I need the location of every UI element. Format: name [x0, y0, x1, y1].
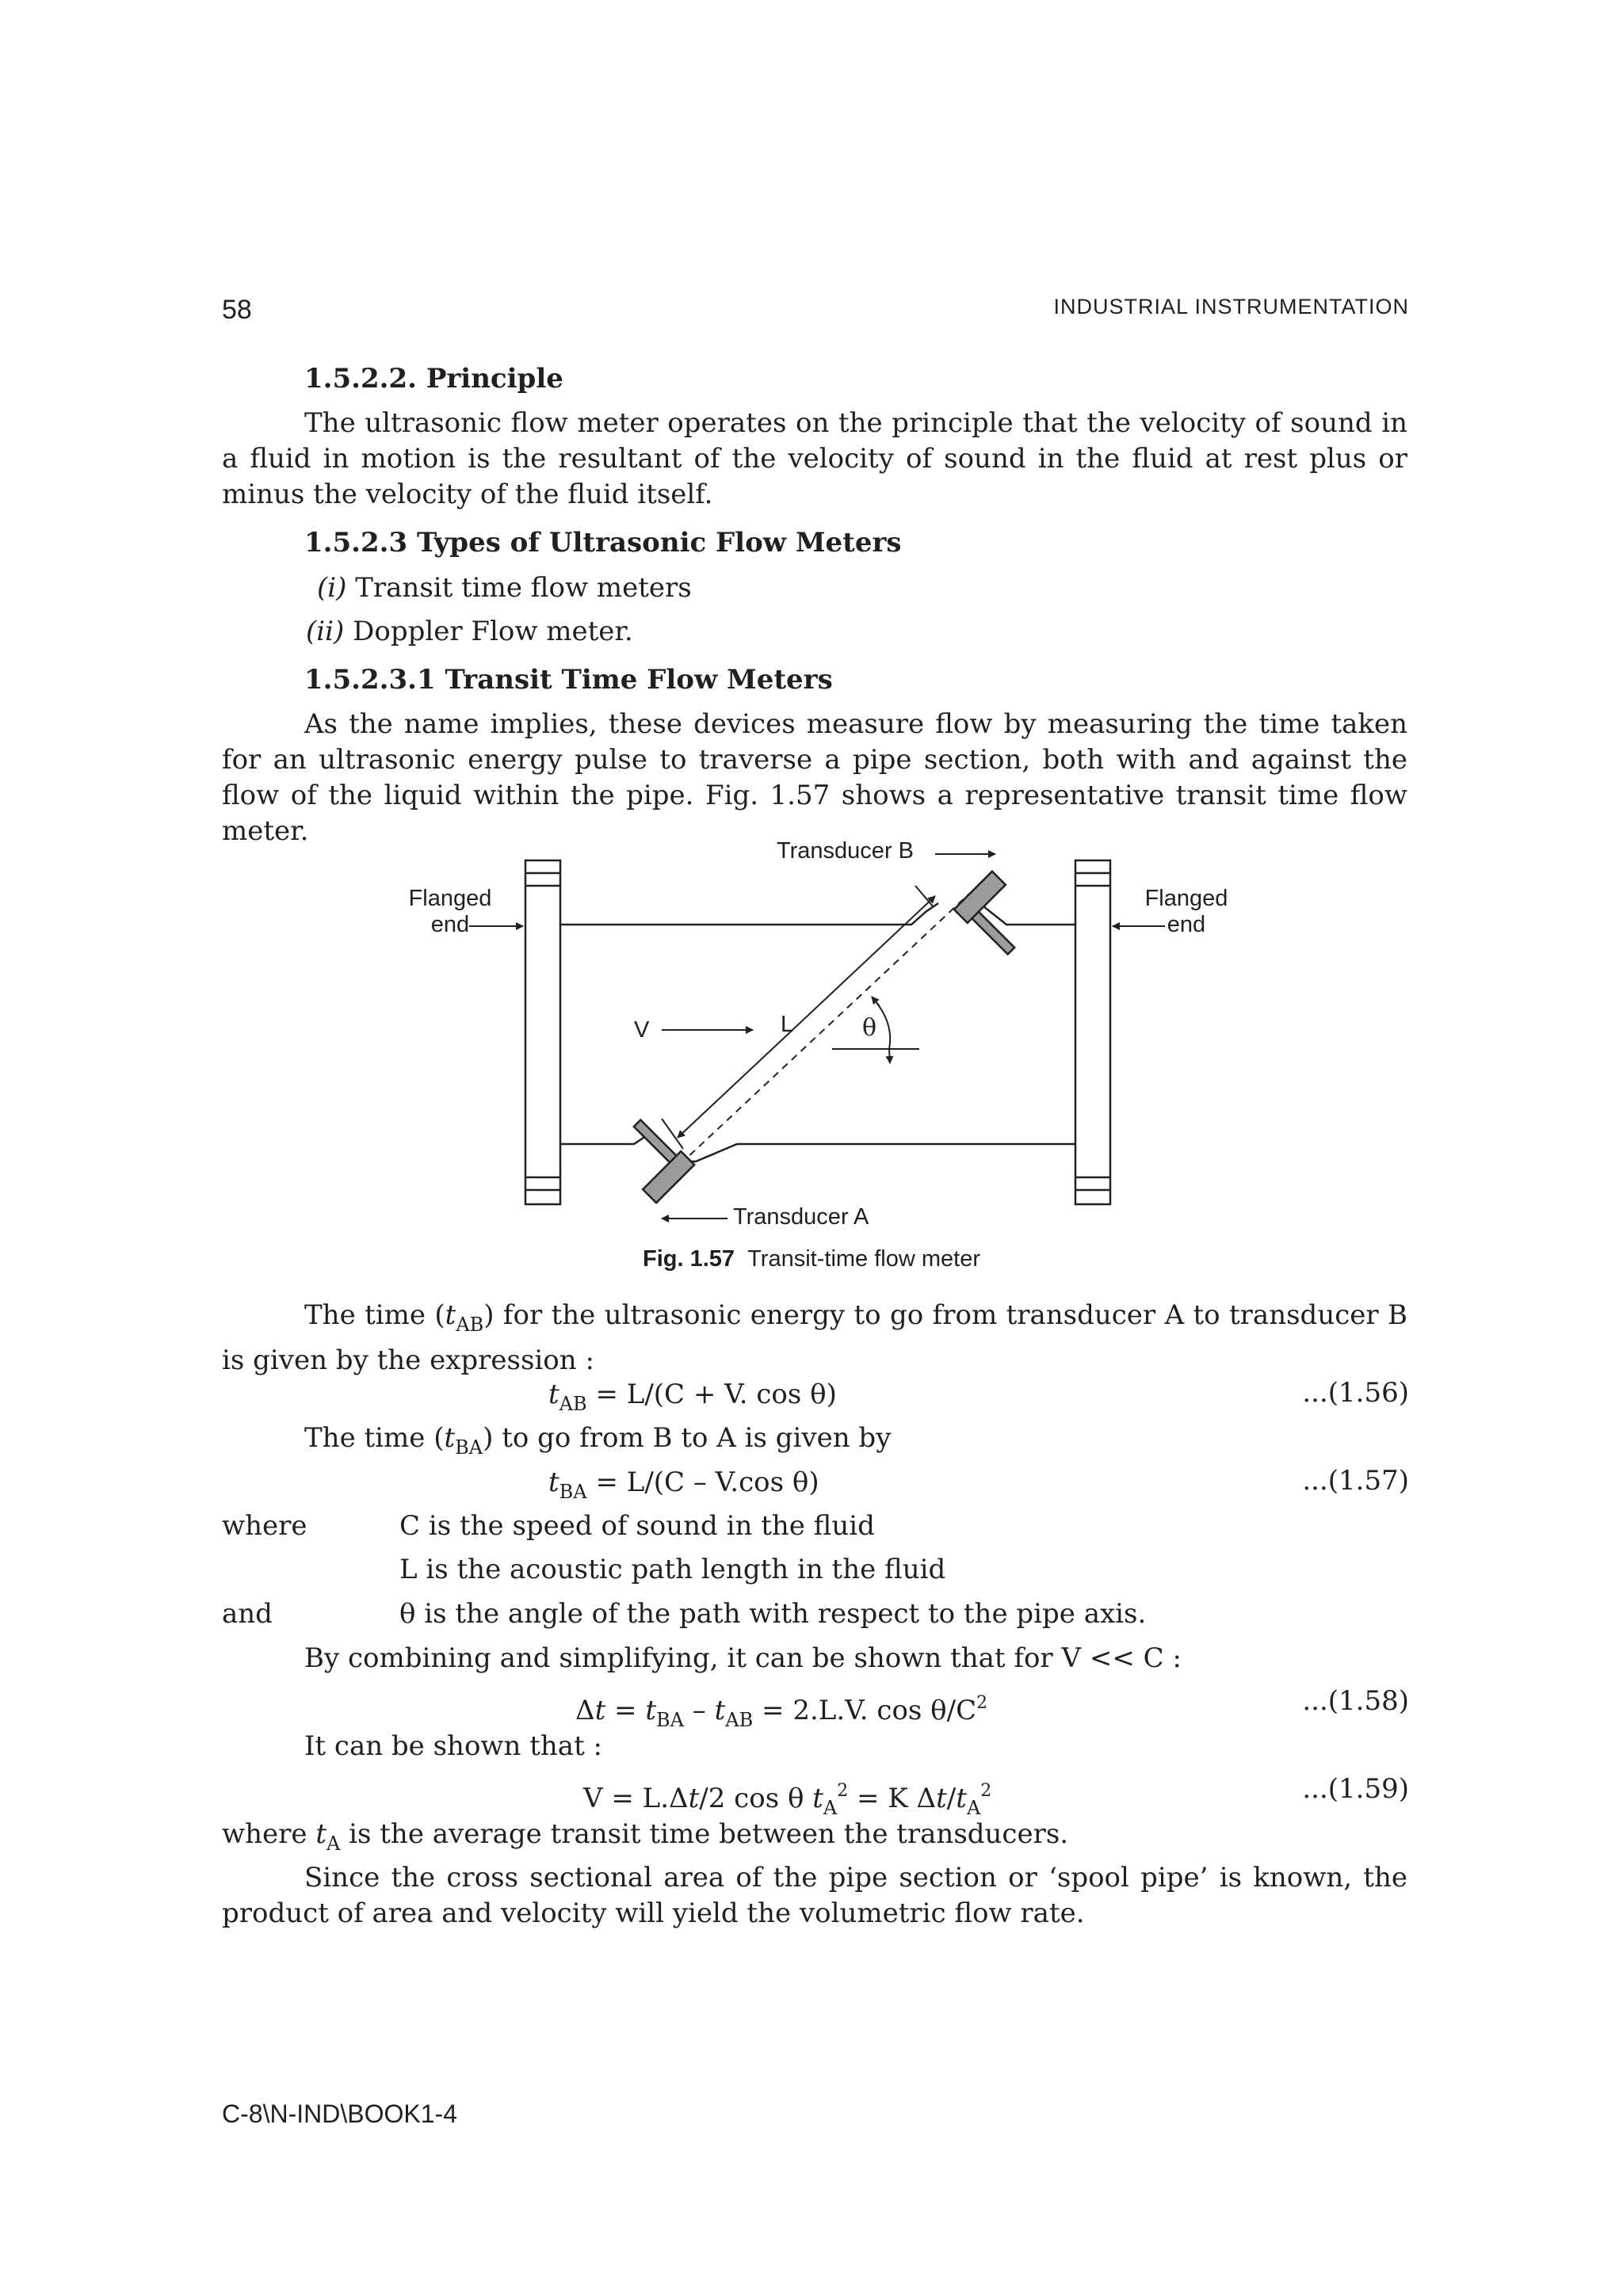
dimension-tick [915, 886, 934, 907]
list-text: Doppler Flow meter. [344, 616, 633, 647]
paragraph-tab: The time $(t_{AB})$ for the ultrasonic energy to go from transducer A to transducer B is given by the expression : [222, 1299, 1407, 1376]
equation-number: ...(1.56) [1302, 1377, 1409, 1409]
section-heading-transit-time: 1.5.2.3.1 Transit Time Flow Meters [304, 664, 833, 696]
footer-code: C-8\N-IND\BOOK1-4 [222, 2100, 457, 2128]
definition-l: L is the acoustic path length in the fluid [399, 1554, 946, 1585]
running-title: INDUSTRIAL INSTRUMENTATION [1053, 295, 1409, 318]
label-path-length: L [781, 1012, 794, 1037]
left-flange [525, 860, 560, 1204]
equation-1-58: $\Delta t = t_{BA} - t_{AB} = 2.L.V$. $\cos \theta/C^2$ [575, 1693, 988, 1731]
label-transducer-a: Transducer A [733, 1204, 869, 1230]
transit-paragraph: As the name implies, these devices measure flow by measuring the time taken for an ultrasonic energy pulse to traverse a pipe section, both with and against the flow of the liquid within the pipe. Fig. 1.57 shows a representative transit time flow meter. [222, 708, 1407, 847]
right-flange [1075, 860, 1110, 1204]
and-label: and [222, 1598, 273, 1630]
paragraph-where-ta: where $t_A$ is the average transit time between the transducers. [222, 1818, 1069, 1855]
equation-1-57: $t_{BA} = L/(C - V.\cos$ θ) [548, 1466, 819, 1503]
transducer-a-icon [607, 1116, 694, 1203]
label-line: Flanged [1144, 886, 1228, 911]
theta-arc [875, 1001, 890, 1049]
transducer-b-icon [954, 871, 1041, 959]
principle-paragraph: The ultrasonic flow meter operates on the principle that the velocity of sound in a fluid in motion is the resultant of the velocity of sound in the fluid at rest plus or minus the velocity of the fluid itself. [222, 407, 1407, 510]
equation-number: ...(1.58) [1302, 1685, 1409, 1717]
section-heading-principle: 1.5.2.2. Principle [304, 363, 563, 395]
label-line: end [430, 912, 470, 937]
label-flanged-end-right [1138, 886, 1235, 938]
figure-caption [0, 1246, 1623, 1272]
equation-1-56: $t_{AB} = L/(C + V$. cos θ) [548, 1379, 837, 1415]
theta-arrow [889, 1049, 890, 1063]
label-line: Flanged [408, 886, 492, 911]
path-length-arrow [678, 1030, 792, 1138]
label-theta: θ [862, 1014, 877, 1042]
paragraph-combining: By combining and simplifying, it can be shown that for V << C : [304, 1642, 1182, 1674]
figure-caption-text: Transit-time flow meter [747, 1246, 980, 1272]
label-transducer-b: Transducer B [777, 838, 914, 864]
label-flanged-end-left [403, 886, 498, 938]
definition-c: C is the speed of sound in the fluid [399, 1510, 875, 1542]
label-line: end [1167, 912, 1206, 937]
definition-theta: θ is the angle of the path with respect to the pipe axis. [399, 1598, 1147, 1630]
paragraph-final: Since the cross sectional area of the pipe section or ‘spool pipe’ is known, the product of area and velocity will yield the volumetric flow rate. [222, 1862, 1407, 1929]
theta-arrow [872, 997, 880, 1006]
section-heading-types: 1.5.2.3 Types of Ultrasonic Flow Meters [304, 527, 902, 559]
equation-1-59: V = L.Δt/2 cos θ $t_A^2 = K$ $\Delta t/t_A^2$ [583, 1781, 992, 1819]
page-number: 58 [222, 295, 252, 325]
path-length-arrow [792, 896, 935, 1030]
paragraph-shown: It can be shown that : [304, 1730, 602, 1762]
paragraph-tba: The time $(t_{BA})$ to go from B to A is given by [304, 1422, 892, 1459]
where-label: where [222, 1510, 307, 1542]
figure-number: Fig. 1.57 [643, 1246, 735, 1272]
list-text: Transit time flow meters [346, 572, 692, 604]
acoustic-path [671, 894, 969, 1173]
list-marker: (ii) [306, 616, 345, 647]
list-marker: (i) [317, 572, 347, 604]
label-velocity: V [634, 1017, 650, 1043]
equation-number: ...(1.57) [1302, 1465, 1409, 1497]
equation-number: ...(1.59) [1302, 1773, 1409, 1805]
